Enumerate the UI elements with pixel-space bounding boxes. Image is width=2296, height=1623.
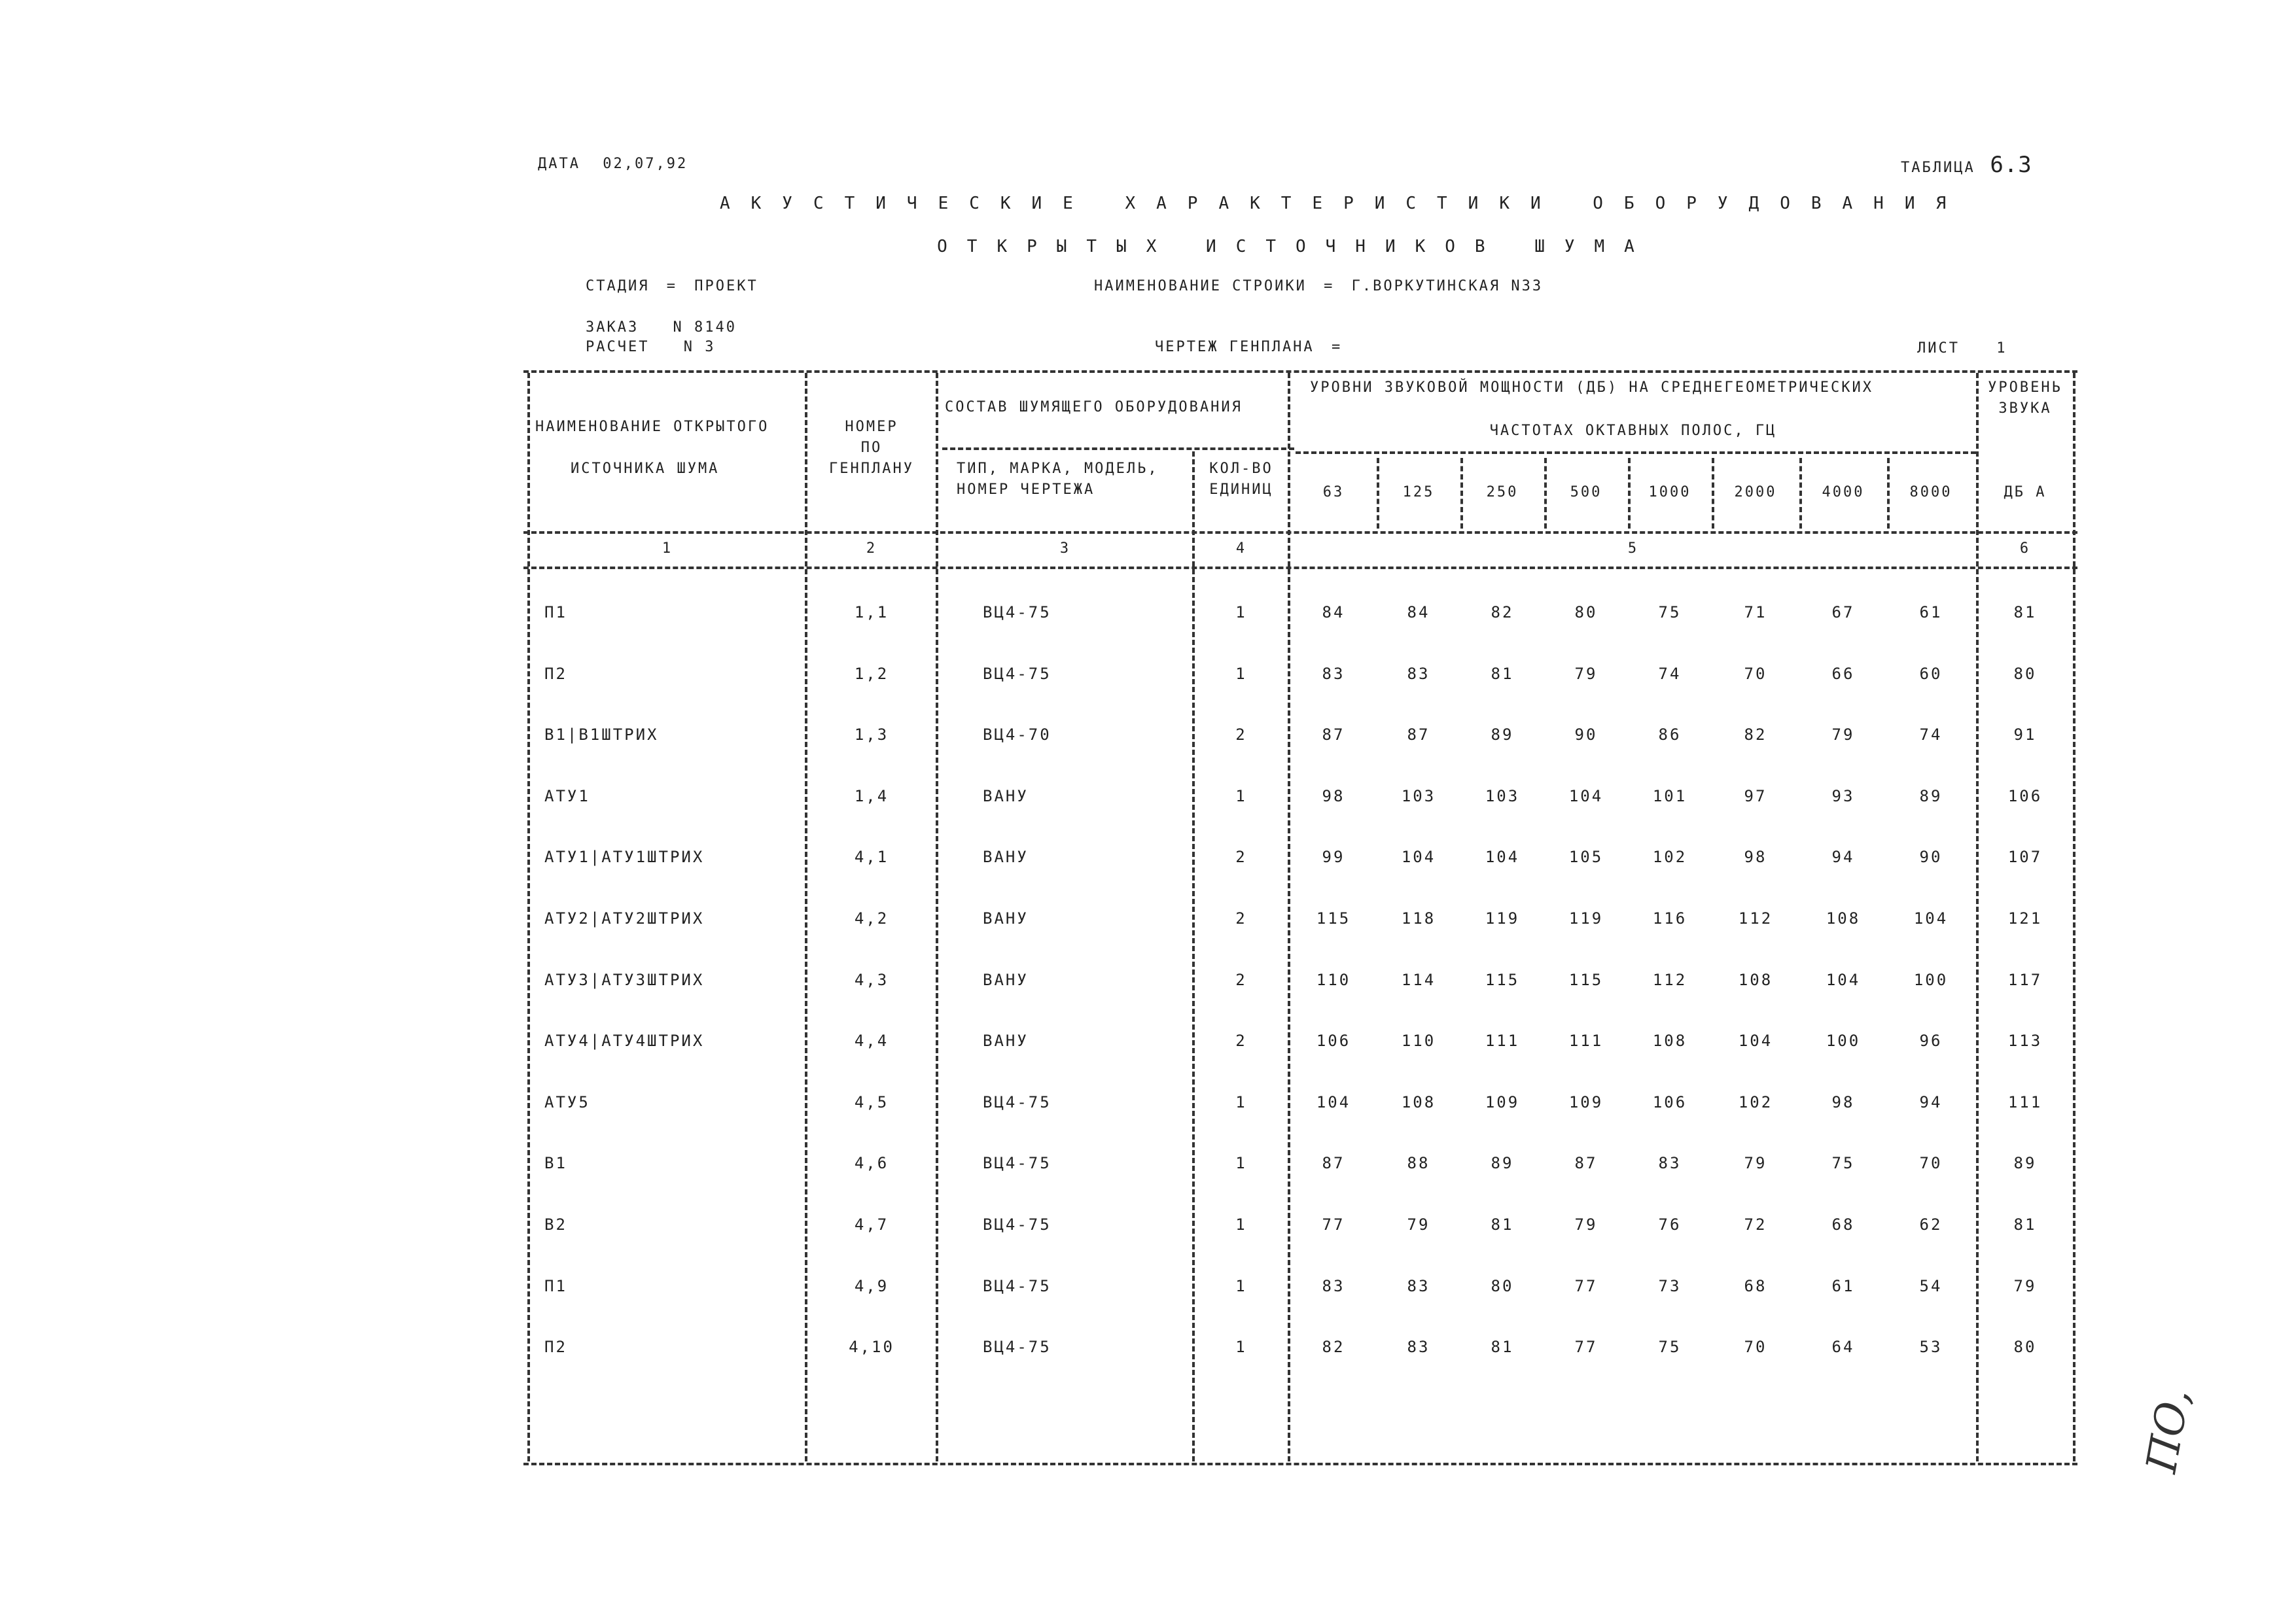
equipment-type: ВЦ4-75: [983, 1338, 1051, 1356]
level-500hz: 104: [1568, 787, 1604, 805]
level-63hz: 83: [1322, 665, 1345, 683]
source-name: В1|В1ШТРИХ: [544, 725, 659, 744]
level-250hz: 81: [1491, 665, 1514, 683]
drawing: ЧЕРТЕЖ ГЕНПЛАНА =: [1155, 339, 1343, 355]
level-2000hz: 70: [1744, 1338, 1767, 1356]
level-250hz: 111: [1485, 1032, 1520, 1050]
level-500hz: 87: [1574, 1154, 1598, 1172]
order: [586, 319, 737, 336]
level-63hz: 83: [1322, 1277, 1345, 1295]
level-8000hz: 104: [1913, 909, 1949, 928]
source-name: АТУ1|АТУ1ШТРИХ: [544, 848, 705, 866]
level-250hz: 81: [1491, 1338, 1514, 1356]
level-4000hz: 75: [1831, 1154, 1855, 1172]
level-1000hz: 76: [1658, 1215, 1682, 1234]
sheet: [1917, 340, 2007, 357]
col6-header-line3: ДБ А: [2004, 484, 2047, 500]
level-2000hz: 102: [1738, 1093, 1773, 1111]
level-63hz: 82: [1322, 1338, 1345, 1356]
level-1000hz: 86: [1658, 725, 1682, 744]
level-125hz: 84: [1407, 603, 1430, 621]
sound-level-dba: 117: [2007, 971, 2043, 989]
source-name: АТУ1: [544, 787, 590, 805]
equipment-quantity: 1: [1235, 1338, 1247, 1356]
equipment-type: ВЦ4-75: [983, 603, 1051, 621]
equipment-type: ВАНУ: [983, 787, 1029, 805]
divider-col1: [805, 373, 807, 1461]
divider-col3: [1192, 451, 1195, 1461]
equipment-quantity: 2: [1235, 909, 1247, 928]
number-row-bottom-border: [523, 567, 2077, 569]
table-number-value: 6.3: [1990, 152, 2032, 178]
level-2000hz: 104: [1738, 1032, 1773, 1050]
plan-number: 4,4: [854, 1032, 889, 1050]
col2-header-line2: ПО: [860, 440, 883, 456]
equipment-quantity: 1: [1235, 787, 1247, 805]
level-4000hz: 79: [1831, 725, 1855, 744]
plan-number: 4,9: [854, 1277, 889, 1295]
sound-level-dba: 111: [2007, 1093, 2043, 1111]
col4-header-line1: КОЛ-ВО: [1209, 461, 1273, 477]
equipment-quantity: 1: [1235, 1154, 1247, 1172]
level-500hz: 77: [1574, 1277, 1598, 1295]
equipment-quantity: 2: [1235, 1032, 1247, 1050]
date: [538, 156, 688, 172]
level-8000hz: 94: [1919, 1093, 1943, 1111]
level-8000hz: 61: [1919, 603, 1943, 621]
level-4000hz: 98: [1831, 1093, 1855, 1111]
level-125hz: 83: [1407, 665, 1430, 683]
level-63hz: 115: [1316, 909, 1351, 928]
level-8000hz: 74: [1919, 725, 1943, 744]
source-name: П2: [544, 1338, 567, 1356]
source-name: В2: [544, 1215, 567, 1234]
level-125hz: 110: [1401, 1032, 1436, 1050]
level-63hz: 98: [1322, 787, 1345, 805]
level-63hz: 110: [1316, 971, 1351, 989]
level-500hz: 105: [1568, 848, 1604, 866]
freq-1000: 1000: [1648, 484, 1691, 500]
level-250hz: 89: [1491, 725, 1514, 744]
col-number-4: 4: [1235, 540, 1247, 557]
sound-level-dba: 107: [2007, 848, 2043, 866]
equipment-type: ВЦ4-75: [983, 665, 1051, 683]
level-8000hz: 89: [1919, 787, 1943, 805]
level-250hz: 80: [1491, 1277, 1514, 1295]
freq-500: 500: [1570, 484, 1602, 500]
level-1000hz: 112: [1652, 971, 1687, 989]
sheet-value: 1: [1996, 340, 2007, 357]
level-8000hz: 70: [1919, 1154, 1943, 1172]
power-group-divider: [1296, 451, 1976, 454]
level-1000hz: 101: [1652, 787, 1687, 805]
level-1000hz: 75: [1658, 603, 1682, 621]
equipment-type: ВАНУ: [983, 1032, 1029, 1050]
level-4000hz: 68: [1831, 1215, 1855, 1234]
table-label: ТАБЛИЦА: [1901, 160, 1975, 176]
level-125hz: 83: [1407, 1338, 1430, 1356]
divider-col2: [936, 373, 938, 1461]
equipment-type: ВЦ4-75: [983, 1277, 1051, 1295]
freq-4000: 4000: [1822, 484, 1865, 500]
col-number-3: 3: [1059, 540, 1071, 557]
equipment-quantity: 1: [1235, 1093, 1247, 1111]
level-500hz: 79: [1574, 665, 1598, 683]
sheet-label: ЛИСТ: [1917, 340, 1960, 357]
calc-value: N 3: [683, 339, 716, 355]
plan-number: 4,5: [854, 1093, 889, 1111]
level-125hz: 79: [1407, 1215, 1430, 1234]
level-2000hz: 70: [1744, 665, 1767, 683]
level-63hz: 87: [1322, 1154, 1345, 1172]
freq-125: 125: [1402, 484, 1435, 500]
level-500hz: 109: [1568, 1093, 1604, 1111]
table-number: [1901, 152, 2032, 178]
order-label: ЗАКАЗ: [586, 319, 639, 336]
level-4000hz: 108: [1826, 909, 1861, 928]
border-left: [527, 373, 530, 1461]
level-500hz: 111: [1568, 1032, 1604, 1050]
plan-number: 4,10: [849, 1338, 894, 1356]
col1-header-line1: НАИМЕНОВАНИЕ ОТКРЫТОГО: [535, 419, 769, 435]
level-8000hz: 54: [1919, 1277, 1943, 1295]
freq-63: 63: [1322, 484, 1345, 500]
equipment-type: ВАНУ: [983, 909, 1029, 928]
equipment-type: ВЦ4-75: [983, 1154, 1051, 1172]
level-250hz: 119: [1485, 909, 1520, 928]
level-500hz: 80: [1574, 603, 1598, 621]
level-125hz: 104: [1401, 848, 1436, 866]
equipment-quantity: 2: [1235, 971, 1247, 989]
level-4000hz: 61: [1831, 1277, 1855, 1295]
level-500hz: 90: [1574, 725, 1598, 744]
level-1000hz: 102: [1652, 848, 1687, 866]
sound-level-dba: 106: [2007, 787, 2043, 805]
level-500hz: 77: [1574, 1338, 1598, 1356]
sound-level-dba: 81: [2013, 1215, 2037, 1234]
level-250hz: 103: [1485, 787, 1520, 805]
level-4000hz: 64: [1831, 1338, 1855, 1356]
drawing-label: ЧЕРТЕЖ ГЕНПЛАНА: [1155, 339, 1315, 355]
level-2000hz: 68: [1744, 1277, 1767, 1295]
col3-header-line2: НОМЕР ЧЕРТЕЖА: [957, 481, 1095, 498]
level-2000hz: 72: [1744, 1215, 1767, 1234]
level-125hz: 87: [1407, 725, 1430, 744]
col-number-5: 5: [1627, 540, 1639, 557]
level-8000hz: 60: [1919, 665, 1943, 683]
level-4000hz: 93: [1831, 787, 1855, 805]
col1-header-line2: ИСТОЧНИКА ШУМА: [571, 461, 720, 477]
table-top-border: [523, 370, 2077, 373]
level-4000hz: 94: [1831, 848, 1855, 866]
date-label: ДАТА: [538, 156, 580, 172]
sound-level-dba: 81: [2013, 603, 2037, 621]
source-name: АТУ5: [544, 1093, 590, 1111]
border-right: [2073, 373, 2075, 1461]
level-63hz: 77: [1322, 1215, 1345, 1234]
level-2000hz: 98: [1744, 848, 1767, 866]
calc-label: РАСЧЕТ: [586, 339, 650, 355]
col6-header-line2: ЗВУКА: [1998, 400, 2052, 417]
source-name: П1: [544, 1277, 567, 1295]
plan-number: 4,3: [854, 971, 889, 989]
level-250hz: 82: [1491, 603, 1514, 621]
level-500hz: 119: [1568, 909, 1604, 928]
equipment-quantity: 2: [1235, 725, 1247, 744]
level-125hz: 114: [1401, 971, 1436, 989]
table-bottom-border: [523, 1463, 2077, 1465]
plan-number: 1,2: [854, 665, 889, 683]
equipment-quantity: 2: [1235, 848, 1247, 866]
sound-level-dba: 91: [2013, 725, 2037, 744]
sound-level-dba: 121: [2007, 909, 2043, 928]
level-2000hz: 97: [1744, 787, 1767, 805]
level-8000hz: 90: [1919, 848, 1943, 866]
level-1000hz: 83: [1658, 1154, 1682, 1172]
plan-number: 1,4: [854, 787, 889, 805]
level-250hz: 81: [1491, 1215, 1514, 1234]
source-name: АТУ4|АТУ4ШТРИХ: [544, 1032, 705, 1050]
level-63hz: 87: [1322, 725, 1345, 744]
col2-header-line1: НОМЕР: [845, 419, 898, 435]
order-value: N 8140: [673, 319, 737, 336]
page-subtitle: ОТКРЫТЫХ ИСТОЧНИКОВ ШУМА: [937, 237, 1654, 256]
equipment-quantity: 1: [1235, 665, 1247, 683]
level-8000hz: 62: [1919, 1215, 1943, 1234]
power-group-header-line2: ЧАСТОТАХ ОКТАВНЫХ ПОЛОС, ГЦ: [1489, 423, 1777, 439]
level-1000hz: 73: [1658, 1277, 1682, 1295]
sound-level-dba: 79: [2013, 1277, 2037, 1295]
equipment-quantity: 1: [1235, 1277, 1247, 1295]
source-name: В1: [544, 1154, 567, 1172]
source-name: П2: [544, 665, 567, 683]
equipment-type: ВЦ4-75: [983, 1215, 1051, 1234]
level-63hz: 106: [1316, 1032, 1351, 1050]
level-125hz: 118: [1401, 909, 1436, 928]
col-number-2: 2: [866, 540, 877, 557]
level-125hz: 103: [1401, 787, 1436, 805]
stage: СТАДИЯ = ПРОЕКТ: [586, 278, 758, 294]
plan-number: 4,6: [854, 1154, 889, 1172]
level-500hz: 79: [1574, 1215, 1598, 1234]
level-1000hz: 74: [1658, 665, 1682, 683]
freq-250: 250: [1486, 484, 1519, 500]
level-1000hz: 106: [1652, 1093, 1687, 1111]
divider-col4: [1288, 373, 1290, 1461]
sound-level-dba: 89: [2013, 1154, 2037, 1172]
equipment-quantity: 1: [1235, 1215, 1247, 1234]
level-250hz: 104: [1485, 848, 1520, 866]
col2-header-line3: ГЕНПЛАНУ: [829, 461, 914, 477]
sound-level-dba: 80: [2013, 1338, 2037, 1356]
sound-level-dba: 113: [2007, 1032, 2043, 1050]
stage-value: ПРОЕКТ: [694, 278, 758, 294]
level-1000hz: 75: [1658, 1338, 1682, 1356]
level-250hz: 115: [1485, 971, 1520, 989]
level-1000hz: 108: [1652, 1032, 1687, 1050]
equipment-type: ВАНУ: [983, 848, 1029, 866]
level-1000hz: 116: [1652, 909, 1687, 928]
equipment-group-header: СОСТАВ ШУМЯЩЕГО ОБОРУДОВАНИЯ: [945, 399, 1243, 415]
stage-label: СТАДИЯ: [586, 278, 650, 294]
power-group-header-line1: УРОВНИ ЗВУКОВОЙ МОЩНОСТИ (ДБ) НА СРЕДНЕГЕОМЕТРИЧЕСКИХ: [1310, 379, 1873, 396]
level-63hz: 84: [1322, 603, 1345, 621]
calculation: [586, 339, 715, 355]
col3-header-line1: ТИП, МАРКА, МОДЕЛЬ,: [957, 461, 1159, 477]
col6-header-line1: УРОВЕНЬ: [1988, 379, 2062, 396]
level-8000hz: 53: [1919, 1338, 1943, 1356]
sound-level-dba: 80: [2013, 665, 2037, 683]
plan-number: 4,2: [854, 909, 889, 928]
plan-number: 1,1: [854, 603, 889, 621]
equipment-group-divider: [942, 447, 1294, 450]
level-4000hz: 104: [1826, 971, 1861, 989]
level-2000hz: 108: [1738, 971, 1773, 989]
level-250hz: 109: [1485, 1093, 1520, 1111]
level-125hz: 108: [1401, 1093, 1436, 1111]
construction-value: Г.ВОРКУТИНСКАЯ N33: [1351, 278, 1544, 294]
col4-header-line2: ЕДИНИЦ: [1209, 481, 1273, 498]
level-2000hz: 82: [1744, 725, 1767, 744]
level-4000hz: 67: [1831, 603, 1855, 621]
equipment-type: ВЦ4-75: [983, 1093, 1051, 1111]
source-name: АТУ3|АТУ3ШТРИХ: [544, 971, 705, 989]
handwritten-margin-note: ПО,: [2137, 1385, 2200, 1476]
plan-number: 4,1: [854, 848, 889, 866]
level-125hz: 88: [1407, 1154, 1430, 1172]
col-number-6: 6: [2019, 540, 2031, 557]
page-title: АКУСТИЧЕСКИЕ ХАРАКТЕРИСТИКИ ОБОРУДОВАНИЯ: [720, 194, 1968, 213]
date-value: 02,07,92: [603, 156, 688, 172]
level-500hz: 115: [1568, 971, 1604, 989]
freq-8000: 8000: [1909, 484, 1952, 500]
header-bottom-border: [523, 531, 2077, 534]
construction-label: НАИМЕНОВАНИЕ СТРОИКИ: [1094, 278, 1307, 294]
level-8000hz: 100: [1913, 971, 1949, 989]
equipment-quantity: 1: [1235, 603, 1247, 621]
level-8000hz: 96: [1919, 1032, 1943, 1050]
plan-number: 1,3: [854, 725, 889, 744]
level-2000hz: 71: [1744, 603, 1767, 621]
level-125hz: 83: [1407, 1277, 1430, 1295]
source-name: П1: [544, 603, 567, 621]
construction: НАИМЕНОВАНИЕ СТРОИКИ = Г.ВОРКУТИНСКАЯ N33: [1094, 278, 1544, 294]
col-number-1: 1: [662, 540, 673, 557]
source-name: АТУ2|АТУ2ШТРИХ: [544, 909, 705, 928]
freq-2000: 2000: [1734, 484, 1777, 500]
level-4000hz: 100: [1826, 1032, 1861, 1050]
level-63hz: 99: [1322, 848, 1345, 866]
level-2000hz: 112: [1738, 909, 1773, 928]
level-63hz: 104: [1316, 1093, 1351, 1111]
level-2000hz: 79: [1744, 1154, 1767, 1172]
equipment-type: ВЦ4-70: [983, 725, 1051, 744]
equipment-type: ВАНУ: [983, 971, 1029, 989]
level-4000hz: 66: [1831, 665, 1855, 683]
plan-number: 4,7: [854, 1215, 889, 1234]
level-250hz: 89: [1491, 1154, 1514, 1172]
